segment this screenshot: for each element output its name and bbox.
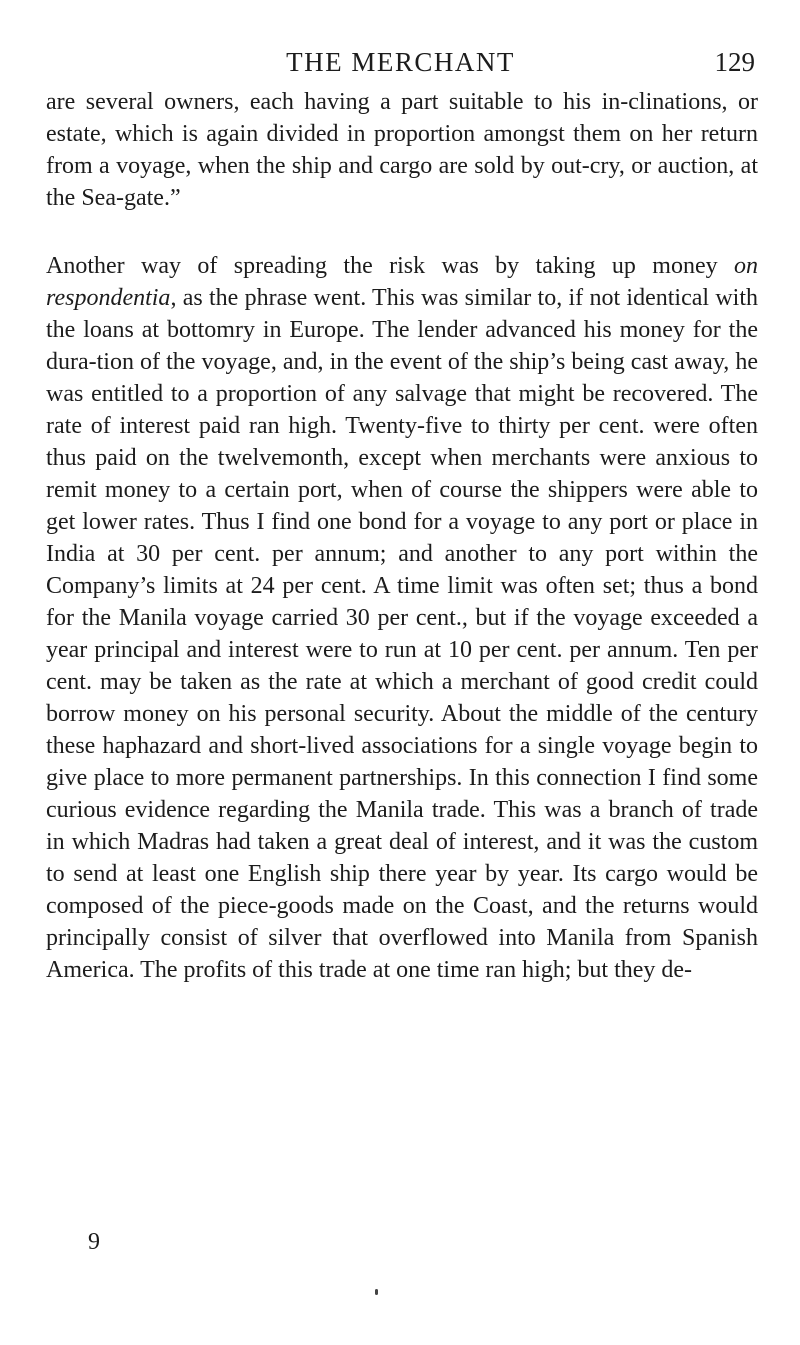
paragraph-text-start: Another way of spreading the risk was by taking up money <box>46 253 734 279</box>
paragraph-text-rest: , as the phrase went. This was similar to, if not identical with the loans at bottomry in Europe. The lender advanced his money for the dura-tion of the voyage, and, in the event of the ship’s being cast away, he was entitled to a proportion of any salvage that might be recovered. The rate of interest paid ran high. Twenty-five to thirty per cent. were often thus paid on the twelvemonth, except when merchants were anxious to remit money to a certain port, when of course the shippers were able to get lower rates. Thus I find one bond for a voyage to any port or place in India at 30 per cent. per annum; and another to any port within the Company’s limits at 24 per cent. A time limit was often set; thus a bond for the Manila voyage carried 30 per cent., but if the voyage exceeded a year principal and interest were to run at 10 per cent. per annum. Ten per cent. may be taken as the rate at which a merchant of good credit could borrow money on his personal security. About the middle of the century these haphazard and short-lived associations for a single voyage begin to give place to more permanent partnerships. In this connection I find some curious evidence regarding the Manila trade. This was a branch of trade in which Madras had taken a great deal of interest, and it was the custom to send at least one English ship there year by year. Its cargo would be composed of the piece-goods made on the Coast, and the returns would principally consist of silver that overflowed into Manila from Spanish America. The profits of this trade at one time ran high; but they de- <box>46 285 758 983</box>
running-title: THE MERCHANT <box>286 47 515 77</box>
paragraph-continuation: are several owners, each having a part suitable to his in-clinations, or estate, which is again divided in proportion amongst them on her return from a voyage, when the ship and cargo are sold by out-cry, or auction, at the Sea-gate.” <box>46 89 758 211</box>
body-text <box>46 86 758 986</box>
paragraph-gap <box>46 214 758 250</box>
paragraph-respondentia <box>46 250 758 986</box>
signature-mark: 9 <box>88 1229 100 1255</box>
running-head <box>46 46 755 86</box>
italic-term: on respondentia <box>46 253 758 311</box>
print-speck <box>375 1289 378 1295</box>
page-number: 129 <box>714 47 755 77</box>
